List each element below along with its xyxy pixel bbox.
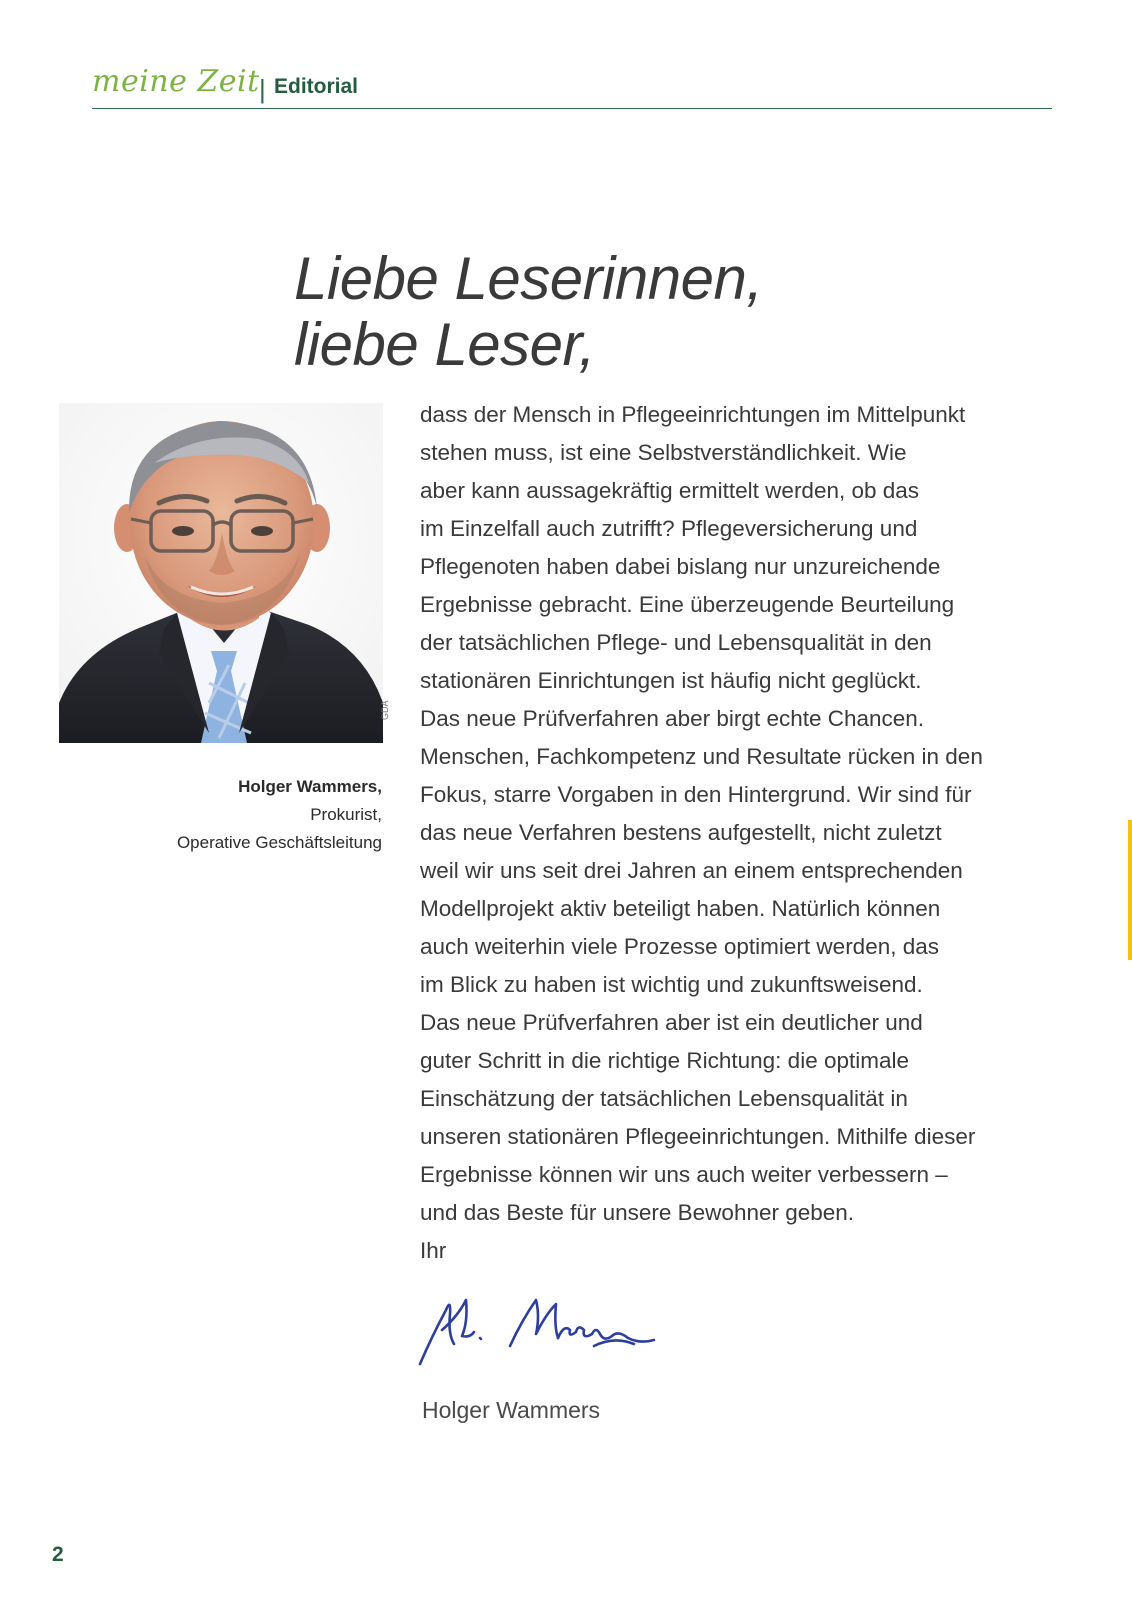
body-line: Ergebnisse gebracht. Eine überzeugende Beurteilung [420, 592, 955, 617]
handwritten-signature [418, 1286, 668, 1376]
body-line: im Blick zu haben ist wichtig und zukunftsweisend. [420, 972, 923, 997]
body-line: guter Schritt in die richtige Richtung: die optimale [420, 1048, 910, 1073]
closing-word: Ihr [420, 1238, 447, 1263]
signature-drawing [418, 1286, 668, 1376]
body-line: unseren stationären Pflegeeinrichtungen. Mithilfe dieser [420, 1124, 976, 1149]
body-line: der tatsächlichen Pflege- und Lebensqualität in den [420, 630, 932, 655]
body-line: Modellprojekt aktiv beteiligt haben. Natürlich können [420, 896, 941, 921]
body-line: Pflegenoten haben dabei bislang nur unzureichende [420, 554, 941, 579]
body-line: Das neue Prüfverfahren aber ist ein deutlicher und [420, 1010, 923, 1035]
author-department: Operative Geschäftsleitung [176, 833, 382, 852]
section-title: Editorial [274, 75, 359, 98]
body-line: aber kann aussagekräftig ermittelt werden, ob das [420, 478, 920, 503]
body-line: Einschätzung der tatsächlichen Lebensqualität in [420, 1086, 908, 1111]
page-edge-marker [1128, 820, 1132, 960]
author-role: Prokurist, [310, 805, 382, 824]
body-line: Menschen, Fachkompetenz und Resultate rücken in den [420, 744, 983, 769]
photo-credit: GDA [380, 700, 390, 720]
body-line: weil wir uns seit drei Jahren an einem entsprechenden [420, 858, 963, 883]
greeting-heading [294, 246, 763, 378]
body-line: Ergebnisse können wir uns auch weiter verbessern – [420, 1162, 948, 1187]
author-portrait [59, 403, 383, 743]
body-line: Das neue Prüfverfahren aber birgt echte Chancen. [420, 706, 925, 731]
body-line: und das Beste für unsere Bewohner geben. [420, 1200, 855, 1225]
body-line: Fokus, starre Vorgaben in den Hintergrund. Wir sind für [420, 782, 972, 807]
greeting-line-2: liebe Leser, [294, 311, 595, 378]
body-line: das neue Verfahren bestens aufgestellt, nicht zuletzt [420, 820, 942, 845]
body-line: stationären Einrichtungen ist häufig nicht geglückt. [420, 668, 922, 693]
signer-name: Holger Wammers [422, 1397, 601, 1423]
editorial-body [420, 396, 1060, 1270]
page-header [92, 62, 1052, 109]
author-caption [177, 773, 382, 857]
portrait-illustration [59, 403, 383, 743]
header-separator: | [259, 74, 266, 104]
author-name: Holger Wammers, [238, 777, 382, 796]
body-line: auch weiterhin viele Prozesse optimiert werden, das [420, 934, 940, 959]
body-line: dass der Mensch in Pflegeeinrichtungen im Mittelpunkt [420, 402, 966, 427]
greeting-line-1: Liebe Leserinnen, [294, 245, 763, 312]
magazine-logo: meine Zeit [92, 64, 260, 99]
page-number: 2 [52, 1543, 64, 1566]
body-line: stehen muss, ist eine Selbstverständlichkeit. Wie [420, 440, 907, 465]
body-line: im Einzelfall auch zutrifft? Pflegeversicherung und [420, 516, 918, 541]
